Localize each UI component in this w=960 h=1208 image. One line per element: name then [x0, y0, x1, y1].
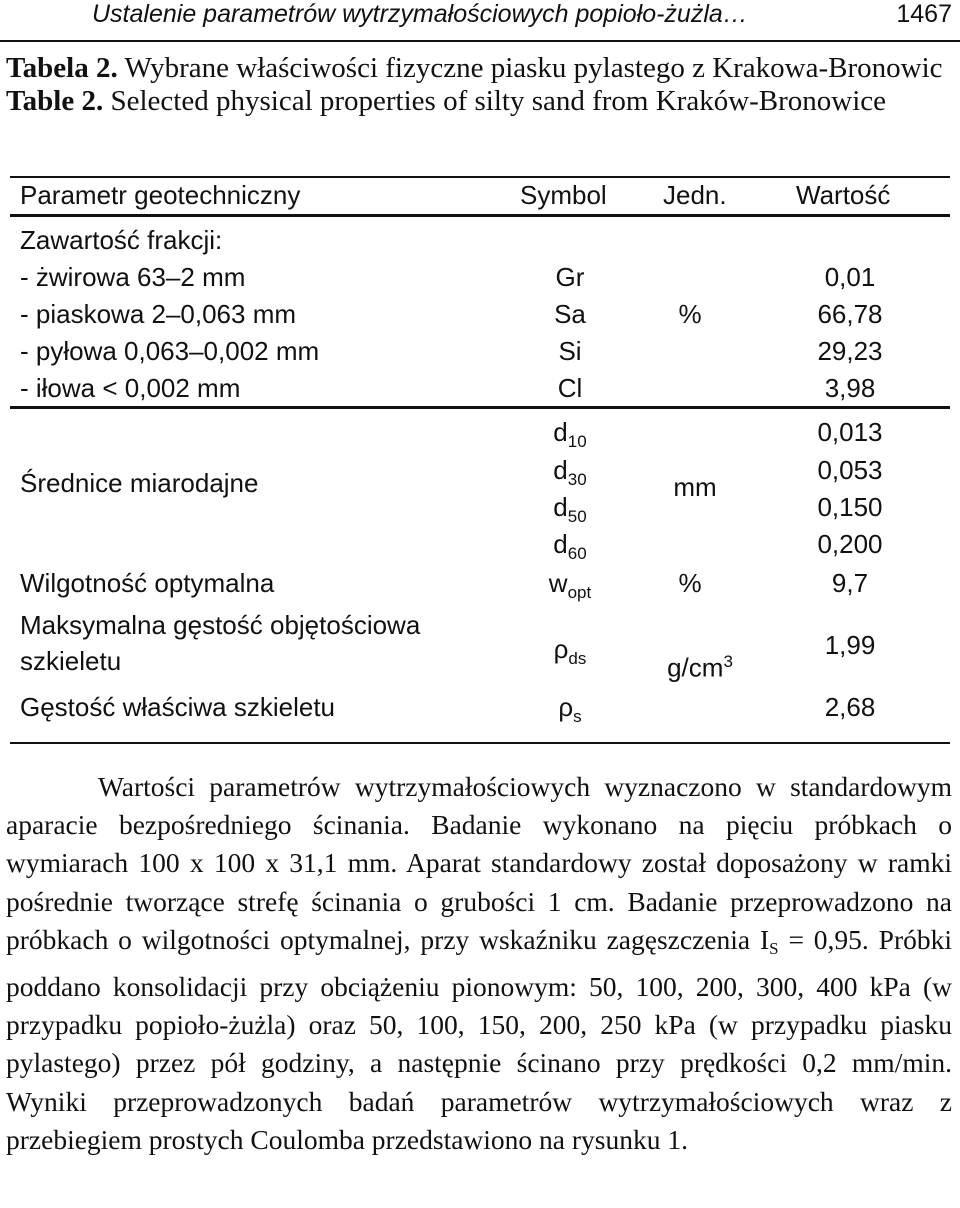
fraction-symbol: Sa	[554, 299, 586, 329]
fraction-label: - piaskowa 2–0,063 mm	[20, 299, 297, 329]
diameters-unit: mm	[673, 472, 717, 502]
page-number: 1467	[896, 0, 952, 28]
particle-density-label: Gęstość właściwa szkieletu	[20, 692, 335, 722]
diameter-value: 0,150	[817, 492, 883, 522]
fractions-title: Zawartość frakcji:	[20, 225, 223, 255]
fractions-unit: %	[678, 299, 702, 329]
diameter-symbol: $d_{30}$	[553, 455, 587, 489]
diameter-value: 0,013	[817, 417, 883, 447]
moisture-value: 9,7	[831, 568, 869, 598]
max-density-label-line1: Maksymalna gęstość objętościowa	[20, 610, 421, 640]
header-parameter: Parametr geotechniczny	[20, 180, 301, 210]
header-rule	[10, 214, 950, 217]
running-title: Ustalenie parametrów wytrzymałościowych popioło-żużla…	[92, 0, 748, 28]
max-density-symbol: $\rho_{ds}$	[553, 634, 587, 668]
header-symbol: Symbol	[520, 180, 607, 210]
table-top-rule	[10, 176, 950, 178]
fraction-value: 3,98	[824, 373, 876, 403]
max-density-label-line2: szkieletu	[20, 646, 122, 676]
header-value: Wartość	[796, 180, 891, 210]
compaction-index: $I_S$	[759, 923, 779, 958]
moisture-unit: %	[678, 568, 702, 598]
fraction-value: 29,23	[817, 336, 883, 366]
diameter-symbol: $d_{60}$	[553, 529, 587, 563]
diameter-value: 0,053	[817, 455, 883, 485]
diameter-value: 0,200	[817, 529, 883, 559]
page-header	[0, 0, 960, 42]
table-caption	[6, 52, 946, 118]
diameter-symbol: $d_{50}$	[553, 492, 587, 526]
moisture-symbol: $w_{opt}$	[548, 568, 592, 602]
particle-density-symbol: $\rho_s$	[558, 692, 582, 726]
diameters-label: Średnice miarodajne	[20, 468, 259, 498]
table-bottom-rule	[10, 742, 950, 744]
fraction-symbol: Gr	[555, 262, 585, 292]
density-unit: $g/cm^3$	[667, 652, 733, 683]
fraction-label: - pyłowa 0,063–0,002 mm	[20, 336, 320, 366]
moisture-label: Wilgotność optymalna	[20, 568, 275, 598]
header-unit: Jedn.	[663, 180, 727, 210]
caption-text-en: Selected physical properties of silty sand from Kraków-Bronowice	[110, 85, 887, 117]
fraction-label: - żwirowa 63–2 mm	[20, 262, 246, 292]
fractions-rule	[10, 406, 950, 409]
diameter-symbol: $d_{10}$	[553, 417, 587, 451]
caption-label-pl: Tabela 2.	[6, 52, 118, 84]
caption-label-en: Table 2.	[6, 85, 104, 117]
body-paragraph: Wartości parametrów wytrzymałościowych wyznaczono w standardowym aparacie bezpośredniego ścinania. Badanie wykonano na pięciu próbkach o wymiarach 100 x 100 x 31,1 mm. Aparat standardowy został doposażony w ramki pośrednie tworzące strefę ścinania o grubości 1 cm. Badanie przeprowadzono na próbkach o wilgotności optymalnej, przy wskaźniku zagęszczenia $I_S = 0,95$. Próbki poddano konsolidacji przy obciążeniu pionowym: 50, 100, 200, 300, 400 kPa (w przypadku popioło-żużla) oraz 50, 100, 150, 200, 250 kPa (w przypadku piasku pylastego) przez pół godziny, a następnie ścinano przy prędkości 0,2 mm/min. Wyniki przeprowadzonych badań parametrów wytrzymałościowych wraz z przebiegiem prostych Coulomba przedstawiono na rysunku 1.	[6, 771, 953, 1155]
properties-table	[0, 172, 960, 744]
particle-density-value: 2,68	[824, 692, 876, 722]
max-density-value: 1,99	[824, 630, 876, 660]
fraction-value: 66,78	[817, 299, 883, 329]
caption-text-pl: Wybrane właściwości fizyczne piasku pylastego z Krakowa-Bronowic	[124, 52, 943, 84]
fraction-symbol: Si	[558, 336, 582, 366]
fraction-value: 0,01	[824, 262, 876, 292]
fraction-label: - iłowa < 0,002 mm	[20, 373, 241, 403]
fraction-symbol: Cl	[557, 373, 583, 403]
